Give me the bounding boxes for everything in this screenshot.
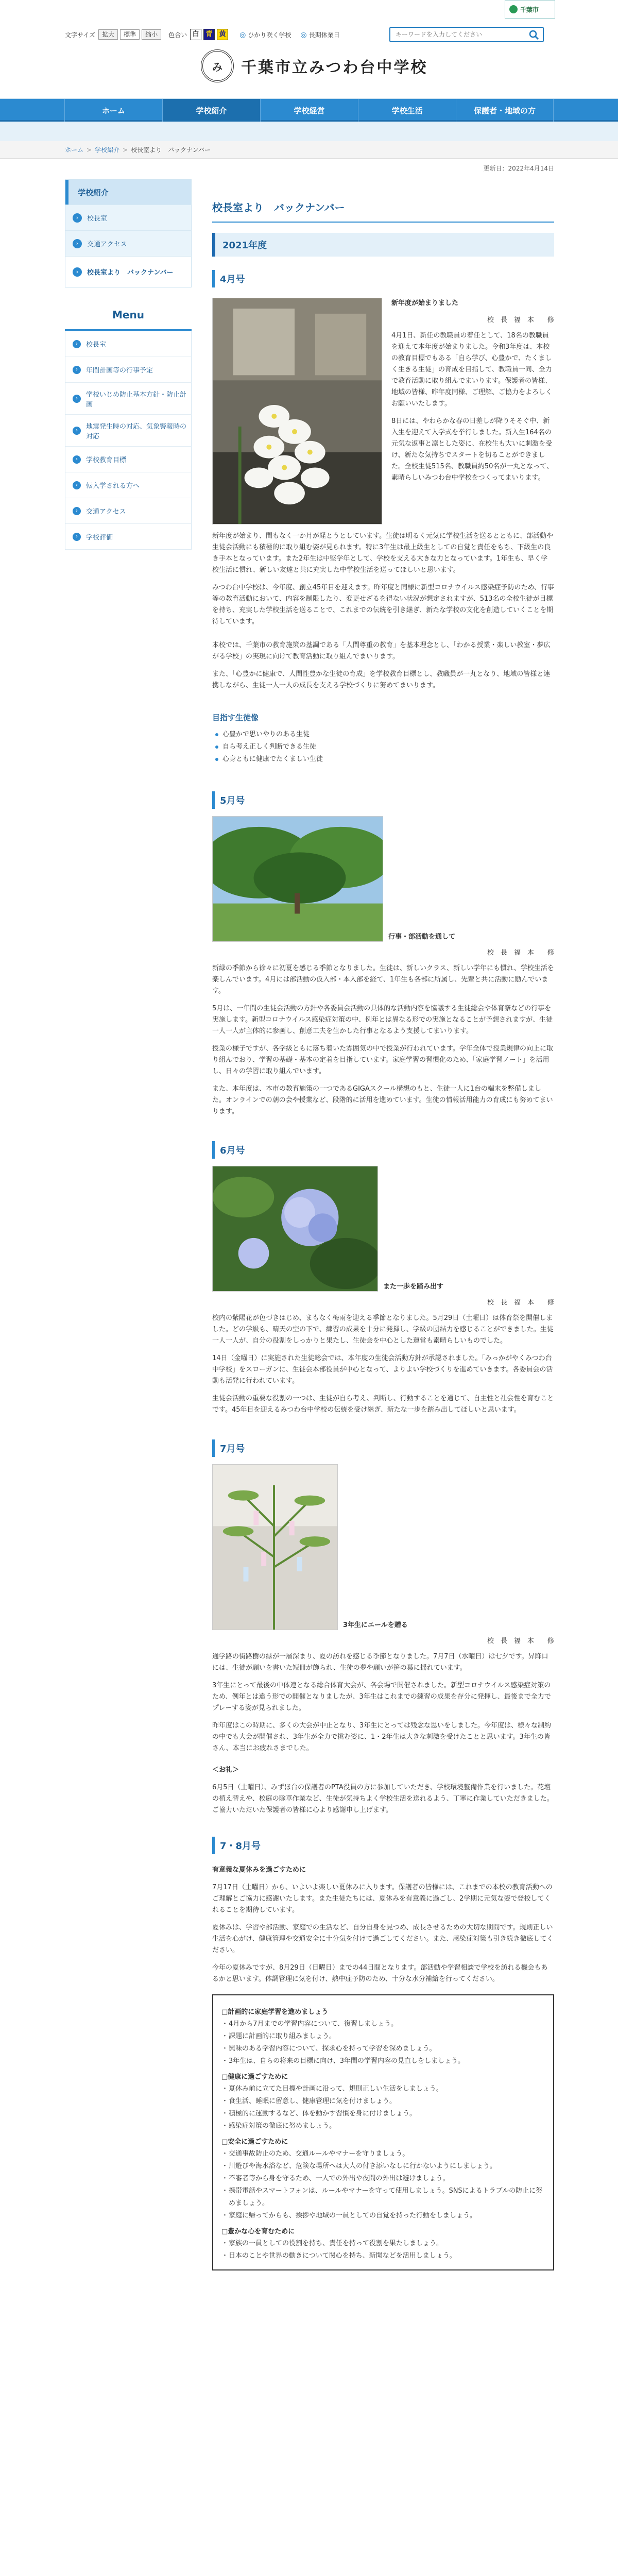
menu-item-events[interactable]: › 年間計画等の行事予定 (65, 357, 191, 383)
sidebar (65, 179, 192, 550)
color-label: 色合い (168, 31, 187, 39)
circle-icon: ◎ (239, 30, 246, 39)
breadcrumb-current: 校長室より バックナンバー (131, 146, 211, 154)
city-logo[interactable]: 千葉市 (505, 0, 555, 19)
chevron-right-icon: › (73, 533, 81, 541)
sidebar-title[interactable]: 学校紹介 (65, 180, 191, 205)
guideline-item: ・ 課題に計画的に取り組みましょう。 (221, 2030, 545, 2043)
nav-home[interactable]: ホーム (64, 99, 162, 122)
breadcrumb-home[interactable]: ホーム (65, 146, 84, 154)
guideline-item: ・ 不審者等から身を守るため、一人での外出や夜間の外出は避けましょう。 (221, 2173, 545, 2185)
aug-p3: 今年の夏休みですが、8月29日（日曜日）までの44日間となります。部活動や学習相談で学校を訪れる機会もあるかと思います。体調管理に気を付け、熱中症予防のため、十分な水分補給を行ってください。 (212, 1964, 548, 1983)
font-size-large-button[interactable]: 拡大 (98, 29, 118, 40)
june-heading: 6月号 (212, 1141, 554, 1159)
color-yellow-button[interactable]: 黄 (217, 29, 228, 40)
city-emblem-icon (509, 5, 518, 13)
july-photo (212, 1464, 338, 1630)
chevron-right-icon: › (73, 340, 81, 348)
nav-about[interactable]: 学校紹介 (162, 99, 260, 122)
guideline-heading: □安全に過ごすために (221, 2138, 288, 2146)
may-caption: 行事・部活動を通して (388, 933, 456, 941)
aug-subheading: 有意義な夏休みを過ごすために (212, 1866, 306, 1874)
search-input[interactable] (390, 28, 519, 41)
aug-p1: 7月17日（土曜日）から、いよいよ楽しい夏休みに入ります。保護者の皆様には、これまでの本校の教育活動へのご理解とご協力に感謝いたします。また生徒たちには、夏休みを有意義に過ごし、2学期に元気な姿で登校してくれることを期待しています。 (212, 1884, 553, 1914)
chevron-right-icon: › (73, 267, 82, 277)
april-p4: みつわ台中学校は、今年度、創立45年目を迎えます。昨年度と同様に新型コロナウイルス感染症予防のため、行事等の教育活動において、内容を制限したり、変更せざるを得ない状況が想定されますが、513名の全校生徒が目標を持ち、充実した学校生活を送ることで、これまでの伝統を引き継ぎ、新たな学校の文化を創造していくことを期待しています。 (212, 584, 554, 625)
april-p1: 4月1日、新任の教職員の着任として、18名の教職員を迎えて本年度が始まりました。令和3年度は、本校の教育目標でもある「自ら学び、心豊かで、たくましく生きる生徒」の育成を目指して、教職員一同、全力で教育活動に取り組んでまいります。保護者の皆様、地域の皆様、昨年度同様、ご理解、ご協力をよろしくお願いいたします。 (391, 332, 553, 408)
april-greeting: 新年度が始まりました (391, 299, 459, 307)
goal-item: 自ら考え正しく判断できる生徒 (222, 741, 554, 753)
goals-list (212, 728, 554, 766)
nav-parents[interactable]: 保護者・地域の方 (456, 99, 554, 122)
april-p2: 8日には、やわらかな春の日差しが降りそそぐ中、新入生を迎えて入学式を挙行しました。新入生164名の元気な返事と凛とした姿に、在校生も大いに刺激を受け、新たな気持ちでスタートを切ることができました。全校生徒515名、教職員約50名が一丸となって、素晴らしいみつわ台中学校をつくってまいります。 (391, 417, 554, 482)
april-p5: 本校では、千葉市の教育施策の基調である「人間尊重の教育」を基本理念とし、「わかる授業・楽しい教室・夢広がる学校」の実現に向けて教育活動に取り組んでまいります。 (212, 641, 551, 660)
search-box (389, 27, 544, 42)
menu-item-access[interactable]: › 交通アクセス (65, 498, 191, 524)
sidebar-section (65, 179, 192, 287)
chevron-right-icon: › (73, 481, 81, 489)
guideline-item: ・ 川遊びや海水浴など、危険な場所へは大人の付き添いなしに行かないようにしましょう。 (221, 2160, 545, 2173)
breadcrumb-about[interactable]: 学校紹介 (95, 146, 120, 154)
color-blue-button[interactable]: 青 (203, 29, 215, 40)
april-photo (212, 298, 382, 524)
july-caption: 3年生にエールを贈る (343, 1621, 408, 1629)
may-heading: 5月号 (212, 791, 554, 809)
chevron-right-icon: › (73, 366, 81, 374)
updated-date: 更新日：2022年4月14日 (483, 165, 554, 172)
guideline-item: ・ 携帯電話やスマートフォンは、ルールやマナーを守って使用しましょう。SNSによるトラブルの防止に努めましょう。 (221, 2185, 545, 2210)
april-p6: また、「心豊かに健康で、人間性豊かな生徒の育成」を学校教育目標とし、教職員が一丸となり、地域の皆様と連携しながら、生徒一人一人の成長を支える学校づくりに努めてまいります。 (212, 670, 551, 689)
june-p2: 14日（金曜日）に実施された生徒総会では、本年度の生徒会活動方針が承認されました。「みっかがやくみつわ台中学校」をスローガンに、生徒会本部役員が中心となって、よりよい学校づくりを進めていきます。各委員会の活動も活発に行われています。 (212, 1354, 553, 1385)
june-photo-row (212, 1166, 554, 1292)
guideline-item: ・ 家族の一員としての役割を持ち、責任を持って役割を果たしましょう。 (221, 2238, 545, 2250)
may-signer: 校 長 福 本 修 (487, 949, 554, 957)
menu-list (65, 331, 192, 550)
july-p4: 6月5日（土曜日）、みずほ台の保護者のPTA役員の方に参加していただき、学校環境整備作業を行いました。花壇の植え替えや、校庭の除草作業など、生徒が気持ちよく学校生活を送れるよう、丁寧に作業していただきました。ご協力いただいた保護者の皆様に心より感謝申し上げます。 (212, 1784, 554, 1814)
color-white-button[interactable]: 白 (190, 29, 201, 40)
may-p3: 授業の様子ですが、各学級ともに落ち着いた雰囲気の中で授業が行われています。学年全体で授業規律の向上に取り組んでおり、学習の基礎・基本の定着を目指しています。家庭学習の習慣化のため、「家庭学習ノート」を活用し、日々の学習に取り組んでいます。 (212, 1045, 553, 1075)
hikari-link[interactable]: ◎ ひかり咲く学校 (239, 30, 291, 39)
guideline-item: ・ 交通事故防止のため、交通ルールやマナーを守りましょう。 (221, 2148, 545, 2160)
school-emblem-icon: み (201, 49, 234, 82)
trees-photo (213, 817, 383, 941)
menu-item-earthquake[interactable]: › 地震発生時の対応、気象警報時の対応 (65, 415, 191, 447)
guideline-heading: □計画的に家庭学習を進めましょう (221, 2008, 329, 2016)
july-signer: 校 長 福 本 修 (487, 1637, 554, 1645)
utility-bar (65, 29, 340, 40)
page-title: 校長室より バックナンバー (212, 192, 554, 223)
font-size-small-button[interactable]: 縮小 (142, 29, 161, 40)
goals-heading: 目指す生徒像 (212, 713, 259, 722)
nav-band (0, 122, 618, 141)
summer-guidelines-box (212, 1994, 554, 2270)
may-p1: 新緑の季節から徐々に初夏を感じる季節となりました。生徒は、新しいクラス、新しい学年にも慣れ、学校生活を楽しんでいます。4月には部活動の仮入部・本入部を経て、1年生も各部に所属し、先輩と共に活動に励んでいます。 (212, 964, 554, 995)
may-p2: 5月は、一年間の生徒会活動の方針や各委員会活動の具体的な活動内容を協議する生徒総会や体育祭などの行事を実施します。新型コロナウイルス感染症対策の中、例年とは異なる形での実施となることが予想されますが、生徒一人一人が主体的に参画し、創意工夫を生かした行事となるよう支援してまいります。 (212, 1005, 553, 1035)
april-p3: 新年度が始まり、間もなく一か月が経とうとしています。生徒は明るく元気に学校生活を送るとともに、部活動や生徒会活動にも積極的に取り組む姿が見られます。特に3年生は最上級生としての自覚と責任をもち、下級生の良き手本となっています。また2年生は中堅学年として、学校を支える大きな力となっています。1年生も、早く学校生活に慣れ、新しい友達と共に充実した中学校生活を送ってほしいと思います。 (212, 532, 553, 574)
june-signer: 校 長 福 本 修 (487, 1299, 554, 1307)
site-header (0, 0, 618, 99)
main-content (212, 159, 554, 2270)
guideline-heading: □健康に過ごすために (221, 2073, 288, 2081)
chevron-right-icon: › (73, 395, 81, 403)
nav-school-life[interactable]: 学校生活 (358, 99, 456, 122)
menu-item-goals[interactable]: › 学校教育目標 (65, 447, 191, 472)
aug-heading: 7・8月号 (212, 1837, 554, 1854)
june-caption: また一歩を踏み出す (383, 1283, 444, 1291)
april-text-col (382, 298, 554, 524)
july-p1: 通学路の街路樹の緑が一層深まり、夏の訪れを感じる季節となりました。7月7日（水曜日）は七夕です。昇降口には、生徒が願いを書いた短冊が飾られ、生徒の夢や願いが笹の葉に揺れています。 (212, 1653, 548, 1672)
sidebar-item-access[interactable]: › 交通アクセス (65, 230, 191, 256)
guideline-item: ・ 感染症対策の徹底に努めましょう。 (221, 2120, 545, 2132)
july-p3: 昨年度はこの時期に、多くの大会が中止となり、3年生にとっては残念な思いをしました。今年度は、様々な制約の中でも大会が開催され、3年生が全力で挑む姿に、1・2年生は大きな刺激を受けたことと思います。3年生の皆さん、本当にお疲れさまでした。 (212, 1722, 552, 1752)
june-p1: 校内の紫陽花が色づきはじめ、まもなく梅雨を迎える季節となりました。5月29日（土曜日）は体育祭を開催しました。どの学級も、晴天の空の下で、練習の成果を十分に発揮し、学級の団結力を感じることができました。生徒一人一人が、自分の役割をしっかりと果たし、生徒会を中心とした運営も素晴らしいものでした。 (212, 1314, 554, 1345)
chevron-right-icon: › (73, 239, 82, 248)
july-photo-row (212, 1464, 554, 1630)
goal-item: 心豊かで思いやりのある生徒 (222, 728, 554, 741)
sidebar-item-backnumber[interactable]: › 校長室より バックナンバー (65, 256, 191, 287)
july-p2: 3年生にとって最後の中体連となる総合体育大会が、各会場で開催されました。新型コロナウイルス感染症対策のため、例年とは違う形での開催となりましたが、3年生はこれまでの練習の成果を存分に発揮し、最後まで全力でプレーする姿が見られました。 (212, 1682, 551, 1712)
april-signer: 校 長 福 本 修 (487, 316, 554, 324)
menu-title: Menu (65, 300, 192, 331)
menu-item-bullying[interactable]: › 学校いじめ防止基本方針・防止計画 (65, 383, 191, 415)
menu-item-evaluation[interactable]: › 学校評価 (65, 524, 191, 550)
guideline-item: ・ 家庭に帰ってからも、挨拶や地域の一員としての自覚を持った行動をしましょう。 (221, 2210, 545, 2222)
sidebar-item-principal[interactable]: › 校長室 (65, 205, 191, 230)
guideline-item: ・ 興味のある学習内容について、探求心を持って学習を深めましょう。 (221, 2043, 545, 2055)
guideline-item: ・ 積極的に運動するなど、体を動かす習慣を身に付けましょう。 (221, 2108, 545, 2120)
site-logo[interactable] (201, 49, 427, 82)
hydrangea-photo (213, 1166, 377, 1291)
chevron-right-icon: › (73, 427, 81, 435)
year-heading: 2021年度 (212, 233, 554, 257)
guideline-item: ・ 4月から7月までの学習内容について、復習しましょう。 (221, 2018, 545, 2030)
aug-p2: 夏休みは、学習や部活動、家庭での生活など、自分自身を見つめ、成長させるための大切な期間です。規則正しい生活を心がけ、健康管理や交通安全に十分気を付けて過ごしてください。また、感染症対策も引き続き徹底してください。 (212, 1924, 554, 1954)
content-wrap (0, 159, 618, 2576)
bamboo-photo (213, 1465, 337, 1630)
april-intro (212, 298, 554, 524)
global-nav (0, 99, 618, 122)
menu-item-principal[interactable]: › 校長室 (65, 331, 191, 357)
june-p3: 生徒会活動の重要な役割の一つは、生徒が自ら考え、判断し、行動することを通じて、自主性と社会性を育むことです。45年目を迎えるみつわ台中学校の伝統を受け継ぎ、新たな一歩を踏み出してほしいと思います。 (212, 1395, 554, 1414)
menu-item-transfer[interactable]: › 転入学される方へ (65, 472, 191, 498)
nav-management[interactable]: 学校経営 (260, 99, 358, 122)
may-photo (212, 816, 383, 942)
chevron-right-icon: › (73, 455, 81, 464)
search-icon[interactable] (528, 29, 540, 41)
breadcrumb: ホーム > 学校紹介 > 校長室より バックナンバー (0, 141, 618, 159)
july-thanks-heading: ＜お礼＞ (212, 1766, 239, 1774)
guideline-item: ・ 夏休み前に立てた目標や計画に沿って、規則正しい生活をしましょう。 (221, 2083, 545, 2095)
may-photo-row (212, 816, 554, 942)
guideline-item: ・ 3年生は、自らの将来の目標に向け、3年間の学習内容の見直しをしましょう。 (221, 2055, 545, 2067)
orchid-photo (213, 298, 382, 524)
april-heading: 4月号 (212, 270, 554, 287)
circle-icon: ◎ (300, 30, 307, 39)
chevron-right-icon: › (73, 213, 82, 223)
june-photo (212, 1166, 378, 1292)
guideline-heading: □豊かな心を育むために (221, 2228, 295, 2235)
guideline-item: ・ 食生活、睡眠に留意し、健康管理に気を付けましょう。 (221, 2095, 545, 2108)
font-size-normal-button[interactable]: 標準 (120, 29, 140, 40)
school-name: 千葉市立みつわ台中学校 (241, 59, 428, 77)
may-p4: また、本年度は、本市の教育施策の一つであるGIGAスクール構想のもと、生徒一人に1台の端末を整備しました。オンラインでの朝の会や授業など、段階的に活用を進めています。生徒の情報活用能力の育成にも努めてまいります。 (212, 1085, 553, 1115)
july-heading: 7月号 (212, 1439, 554, 1457)
font-size-label: 文字サイズ (65, 31, 96, 39)
goal-item: 心身ともに健康でたくましい生徒 (222, 753, 554, 766)
holiday-link[interactable]: ◎ 長期休業日 (300, 30, 340, 39)
chevron-right-icon: › (73, 507, 81, 515)
guideline-item: ・ 日本のことや世界の動きについて関心を持ち、新聞などを活用しましょう。 (221, 2250, 545, 2262)
